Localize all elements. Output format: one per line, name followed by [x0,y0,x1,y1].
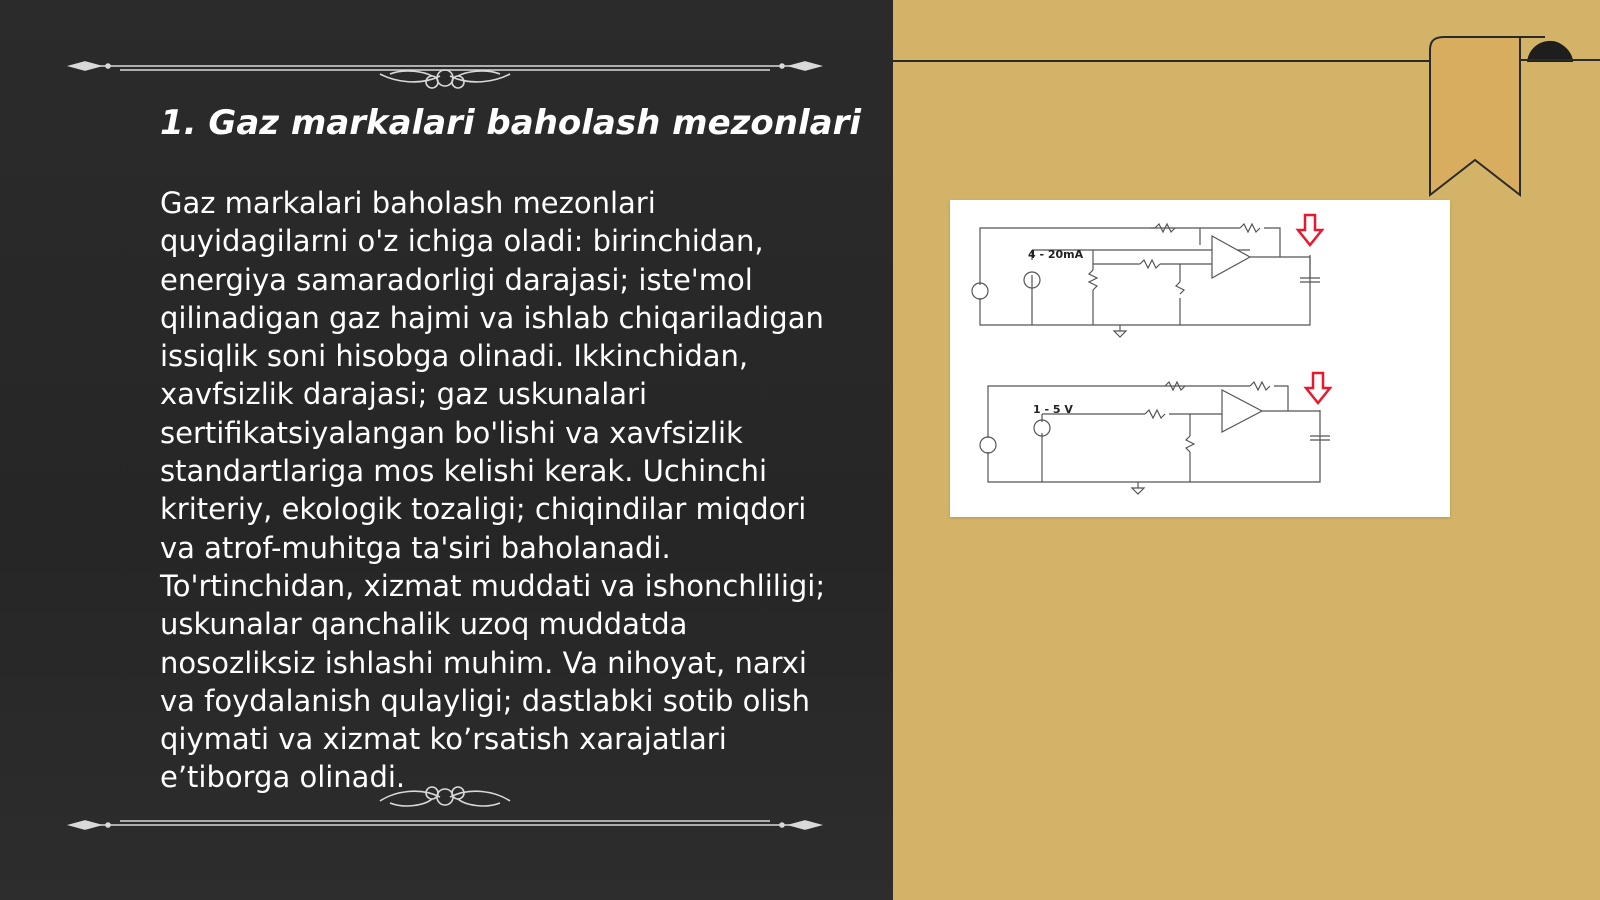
ornamental-divider-top [60,42,830,92]
output-arrow-1-icon [1298,215,1322,245]
slide-title: 1. Gaz markalari baholash mezonlari [160,103,862,143]
output-arrow-2-icon [1306,373,1330,403]
circuit-diagram-image [950,200,1450,517]
bookmark-ribbon-icon [1425,30,1600,205]
top-divider-line [893,60,1433,62]
circuit-2-label: 1 - 5 V [1033,403,1073,416]
ornamental-divider-bottom [60,783,830,833]
circuit-1-label: 4 - 20mA [1028,248,1084,261]
slide-body-text: Gaz markalari baholash mezonlari quyidagilarni o'z ichiga oladi: birinchidan, energiya samaradorligi darajasi; iste'mol qilinadigan gaz hajmi va ishlab chiqariladigan issiqlik soni hisobga olinadi. Ikkinchidan, xavfsizlik darajasi; gaz uskunalari sertifikatsiyalangan bo'lishi va xavfsizlik standartlariga mos kelishi kerak. Uchinchi kriteriy, ekologik tozaligi; chiqindilar miqdori va atrof-muhitga ta'siri baholanadi. To'rtinchidan, xizmat muddati va ishonchliligi; uskunalar qanchalik uzoq muddatda nosozliksiz ishlashi muhim. Va nihoyat, narxi va foydalanish qulayligi; dastlabki sotib olish qiymati va xizmat ko’rsatish xarajatlari e’tiborga olinadi. [160,186,826,795]
